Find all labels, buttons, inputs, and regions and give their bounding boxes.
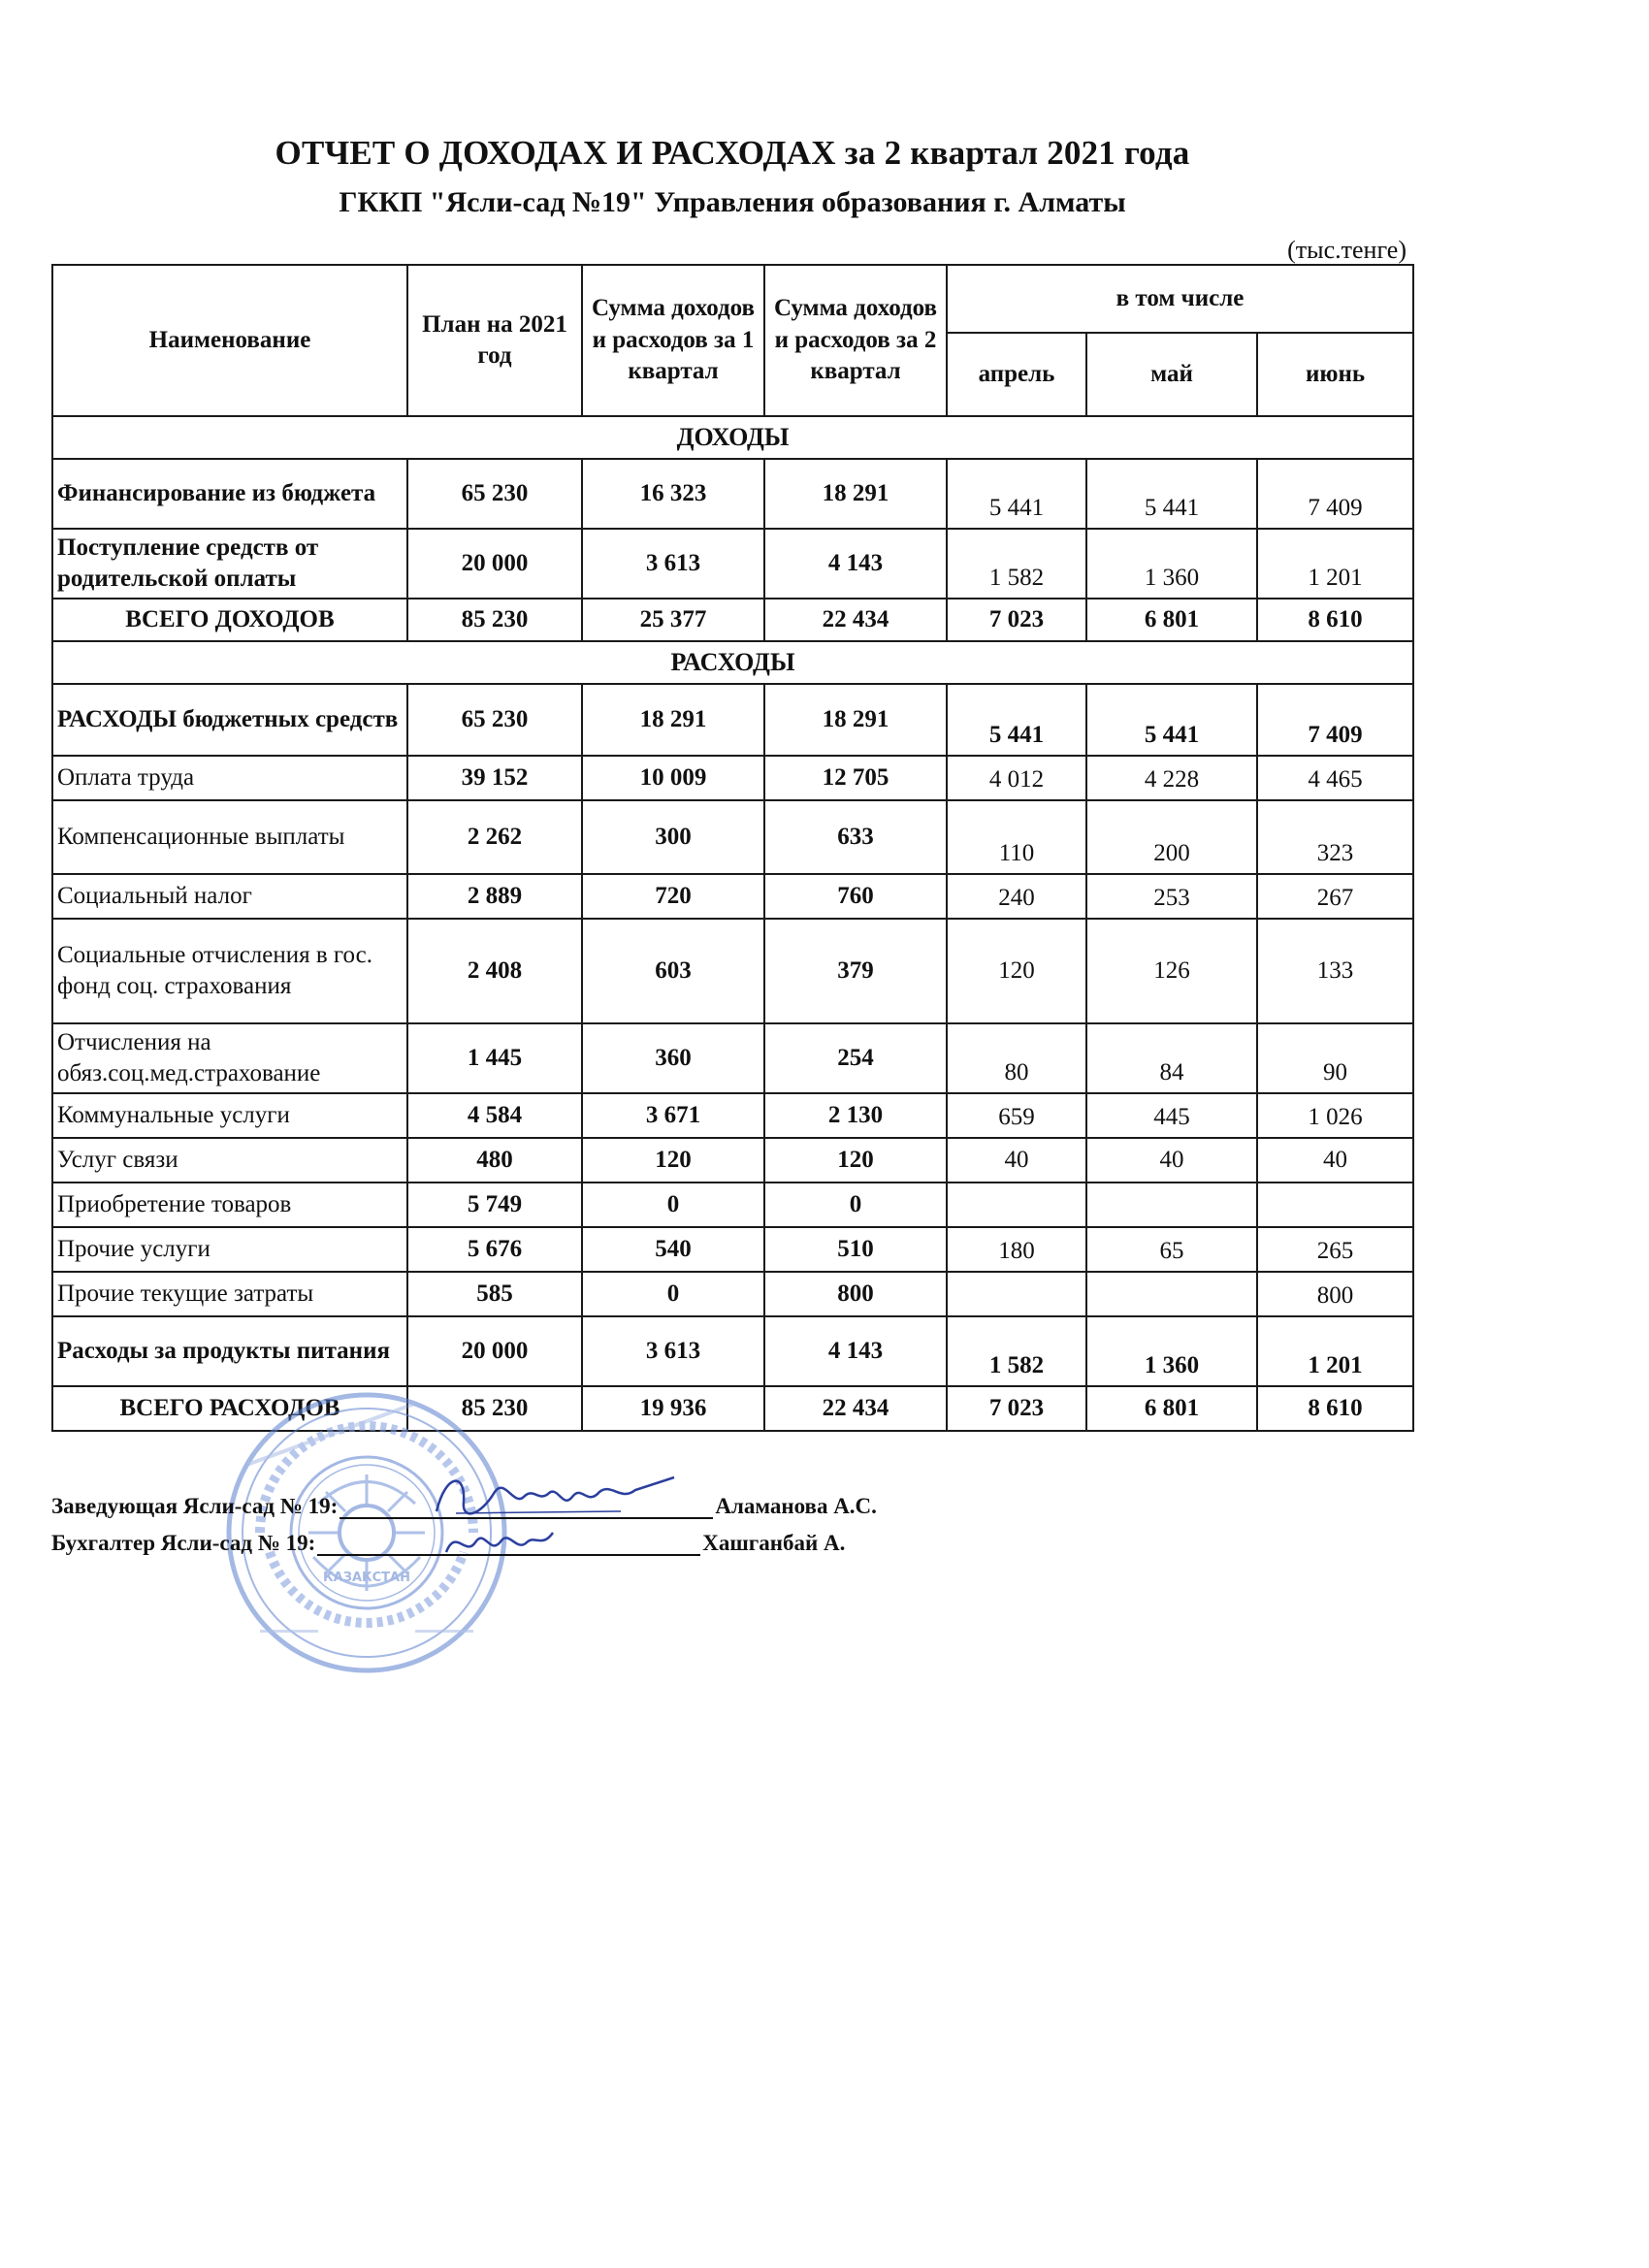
cell-q1: 3 671 [582,1093,764,1138]
cell-q2: 0 [764,1183,947,1227]
cell-apr: 120 [947,919,1086,1023]
table-row [52,1272,1413,1316]
cell-plan: 4 584 [407,1093,582,1138]
row-name: Прочие услуги [52,1227,407,1272]
head-signature [427,1463,679,1531]
cell-jun: 1 201 [1257,1316,1413,1386]
table-row [52,1023,1413,1093]
header-may: май [1086,333,1257,416]
header-april: апрель [947,333,1086,416]
head-name: Аламанова А.С. [715,1494,877,1518]
section-income-row [52,416,1413,459]
stamp-country-text: КАЗАКСТАН [323,1571,410,1585]
cell-may: 5 441 [1086,684,1257,756]
table-row-total-income [52,599,1413,641]
head-label: Заведующая Ясли-сад № 19: [51,1494,339,1518]
header-june: июнь [1257,333,1413,416]
row-name: Прочие текущие затраты [52,1272,407,1316]
cell-jun: 7 409 [1257,459,1413,529]
cell-may: 445 [1086,1093,1257,1138]
section-income: ДОХОДЫ [52,416,1413,459]
table-row [52,800,1413,874]
cell-plan: 2 889 [407,874,582,919]
cell-plan: 39 152 [407,756,582,800]
row-name: Социальный налог [52,874,407,919]
cell-apr: 180 [947,1227,1086,1272]
cell-q1: 603 [582,919,764,1023]
table-row [52,1183,1413,1227]
cell-q1: 120 [582,1138,764,1183]
cell-jun: 8 610 [1257,599,1413,641]
table-row [52,1093,1413,1138]
cell-plan: 1 445 [407,1023,582,1093]
cell-plan: 2 408 [407,919,582,1023]
row-name: Социальные отчисления в гос. фонд соц. страхования [52,919,407,1023]
cell-jun: 4 465 [1257,756,1413,800]
cell-may: 253 [1086,874,1257,919]
row-name: Поступление средств от родительской оплаты [52,529,407,599]
cell-jun: 40 [1257,1138,1413,1183]
cell-apr: 1 582 [947,1316,1086,1386]
table-row [52,1138,1413,1183]
header-including: в том числе [947,265,1413,333]
table-row [52,684,1413,756]
row-name: ВСЕГО ДОХОДОВ [52,599,407,641]
cell-apr: 80 [947,1023,1086,1093]
cell-apr: 659 [947,1093,1086,1138]
header-q1: Сумма доходов и расходов за 1 квартал [582,265,764,416]
row-name: Коммунальные услуги [52,1093,407,1138]
cell-q2: 12 705 [764,756,947,800]
row-name: Приобретение товаров [52,1183,407,1227]
row-name: Компенсационные выплаты [52,800,407,874]
cell-q1: 3 613 [582,529,764,599]
cell-may [1086,1272,1257,1316]
cell-jun: 90 [1257,1023,1413,1093]
cell-apr: 40 [947,1138,1086,1183]
accountant-name: Хашганбай А. [702,1531,846,1555]
table-row [52,919,1413,1023]
cell-apr: 5 441 [947,459,1086,529]
cell-q1: 25 377 [582,599,764,641]
accountant-signature [441,1523,558,1562]
cell-jun: 800 [1257,1272,1413,1316]
cell-jun: 265 [1257,1227,1413,1272]
cell-may: 126 [1086,919,1257,1023]
cell-apr: 110 [947,800,1086,874]
table-row [52,874,1413,919]
section-expense-row [52,641,1413,684]
row-name: Расходы за продукты питания [52,1316,407,1386]
cell-jun: 133 [1257,919,1413,1023]
table-row [52,1316,1413,1386]
cell-jun: 1 201 [1257,529,1413,599]
header-plan: План на 2021 год [407,265,582,416]
row-name: РАСХОДЫ бюджетных средств [52,684,407,756]
table-row [52,1227,1413,1272]
cell-plan: 2 262 [407,800,582,874]
cell-q2: 120 [764,1138,947,1183]
report-title: ОТЧЕТ О ДОХОДАХ И РАСХОДАХ за 2 квартал 2021 года [275,134,1190,172]
cell-q2: 633 [764,800,947,874]
cell-q1: 300 [582,800,764,874]
cell-may: 65 [1086,1227,1257,1272]
cell-may: 1 360 [1086,1316,1257,1386]
cell-apr: 7 023 [947,599,1086,641]
cell-plan: 480 [407,1138,582,1183]
cell-may: 6 801 [1086,599,1257,641]
cell-may: 6 801 [1086,1386,1257,1431]
cell-q1: 16 323 [582,459,764,529]
report-table [51,264,1414,1432]
cell-q2: 18 291 [764,459,947,529]
cell-plan: 20 000 [407,1316,582,1386]
cell-q1: 540 [582,1227,764,1272]
cell-q1: 0 [582,1183,764,1227]
cell-jun: 8 610 [1257,1386,1413,1431]
header-name: Наименование [52,265,407,416]
cell-q2: 22 434 [764,1386,947,1431]
unit-label: (тыс.тенге) [1287,236,1406,264]
cell-q1: 360 [582,1023,764,1093]
cell-apr: 4 012 [947,756,1086,800]
table-row [52,529,1413,599]
cell-apr [947,1272,1086,1316]
cell-apr: 240 [947,874,1086,919]
header-q2: Сумма доходов и расходов за 2 квартал [764,265,947,416]
cell-plan: 585 [407,1272,582,1316]
cell-may: 84 [1086,1023,1257,1093]
cell-q1: 10 009 [582,756,764,800]
cell-q2: 22 434 [764,599,947,641]
cell-q2: 510 [764,1227,947,1272]
cell-q2: 760 [764,874,947,919]
table-row [52,756,1413,800]
cell-q2: 379 [764,919,947,1023]
cell-plan: 5 749 [407,1183,582,1227]
cell-plan: 65 230 [407,459,582,529]
cell-q1: 19 936 [582,1386,764,1431]
cell-may [1086,1183,1257,1227]
cell-jun: 267 [1257,874,1413,919]
cell-jun: 7 409 [1257,684,1413,756]
cell-jun: 1 026 [1257,1093,1413,1138]
cell-q2: 2 130 [764,1093,947,1138]
row-name: ВСЕГО РАСХОДОВ [52,1386,407,1431]
cell-plan: 65 230 [407,684,582,756]
report-subtitle: ГККП "Ясли-сад №19" Управления образования г. Алматы [339,186,1126,218]
cell-apr: 1 582 [947,529,1086,599]
cell-q2: 4 143 [764,1316,947,1386]
cell-apr: 7 023 [947,1386,1086,1431]
cell-apr: 5 441 [947,684,1086,756]
cell-may: 5 441 [1086,459,1257,529]
row-name: Отчисления на обяз.соц.мед.страхование [52,1023,407,1093]
cell-q1: 0 [582,1272,764,1316]
cell-plan: 85 230 [407,1386,582,1431]
table-row [52,459,1413,529]
cell-q1: 3 613 [582,1316,764,1386]
cell-q2: 4 143 [764,529,947,599]
row-name: Оплата труда [52,756,407,800]
row-name: Услуг связи [52,1138,407,1183]
cell-plan: 5 676 [407,1227,582,1272]
cell-plan: 20 000 [407,529,582,599]
cell-q1: 18 291 [582,684,764,756]
cell-jun: 323 [1257,800,1413,874]
cell-apr [947,1183,1086,1227]
cell-may: 4 228 [1086,756,1257,800]
cell-q2: 254 [764,1023,947,1093]
cell-q2: 800 [764,1272,947,1316]
section-expense: РАСХОДЫ [52,641,1413,684]
cell-jun [1257,1183,1413,1227]
cell-may: 200 [1086,800,1257,874]
cell-may: 1 360 [1086,529,1257,599]
cell-q2: 18 291 [764,684,947,756]
cell-plan: 85 230 [407,599,582,641]
cell-may: 40 [1086,1138,1257,1183]
row-name: Финансирование из бюджета [52,459,407,529]
cell-q1: 720 [582,874,764,919]
accountant-label: Бухгалтер Ясли-сад № 19: [51,1531,316,1555]
